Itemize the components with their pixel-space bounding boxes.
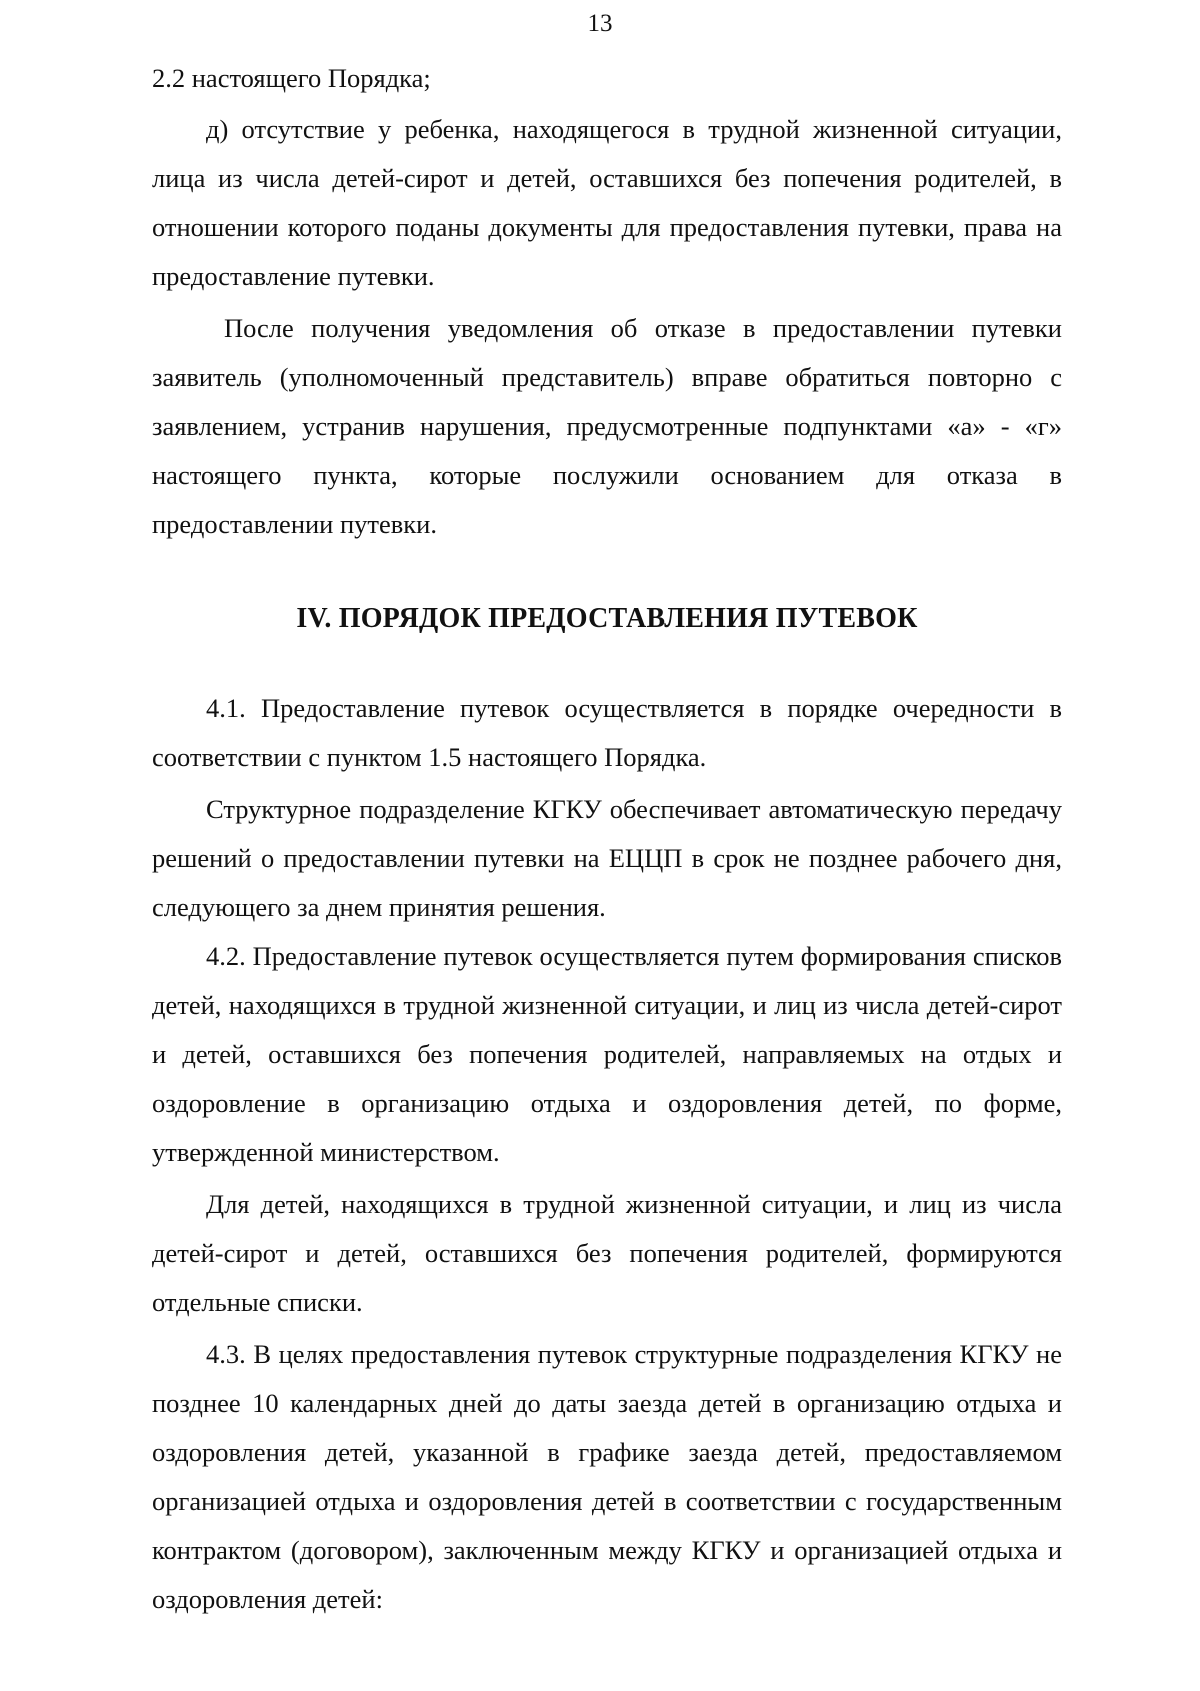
paragraph-4-2: 4.2. Предоставление путевок осуществляется путем формирования списков детей, находящихся в трудной жизненной ситуации, и лиц из числа детей-сирот и детей, оставшихся без попечения родителей, направляемых на отдых и оздоровление в организацию отдыха и оздоровления детей, по форме, утвержденной министерством.	[152, 941, 1062, 1167]
page-number: 13	[587, 10, 613, 37]
paragraph-4-1: 4.1. Предоставление путевок осуществляется в порядке очередности в соответствии с пунктом 1.5 настоящего Порядка.	[152, 693, 1062, 772]
paragraph-continuation: 2.2 настоящего Порядка;	[152, 63, 431, 93]
paragraph-subitem-d: д) отсутствие у ребенка, находящегося в трудной жизненной ситуации, лица из числа детей-сирот и детей, оставшихся без попечения родителей, в отношении которого поданы документы для предоставления путевки, права на предоставление путевки.	[152, 114, 1062, 291]
paragraph-4-1-transfer: Структурное подразделение КГКУ обеспечивает автоматическую передачу решений о предоставлении путевки на ЕЦЦП в срок не позднее рабочего дня, следующего за днем принятия решения.	[152, 794, 1062, 922]
section-heading: IV. ПОРЯДОК ПРЕДОСТАВЛЕНИЯ ПУТЕВОК	[296, 603, 918, 634]
paragraph-4-3: 4.3. В целях предоставления путевок структурные подразделения КГКУ не позднее 10 календарных дней до даты заезда детей в организацию отдыха и оздоровления детей, указанной в графике заезда детей, предоставляемом организацией отдыха и оздоровления детей в соответствии с государственным контрактом (договором), заключенным между КГКУ и организацией отдыха и оздоровления детей:	[152, 1339, 1062, 1614]
paragraph-refusal-notice: После получения уведомления об отказе в предоставлении путевки заявитель (уполномоченный представитель) вправе обратиться повторно с заявлением, устранив нарушения, предусмотренные подпунктами «а» - «г» настоящего пункта, которые послужили основанием для отказа в предоставлении путевки.	[152, 313, 1062, 539]
paragraph-4-2-lists: Для детей, находящихся в трудной жизненной ситуации, и лиц из числа детей-сирот и детей, оставшихся без попечения родителей, формируются отдельные списки.	[152, 1189, 1062, 1317]
document-body	[152, 54, 1062, 1624]
